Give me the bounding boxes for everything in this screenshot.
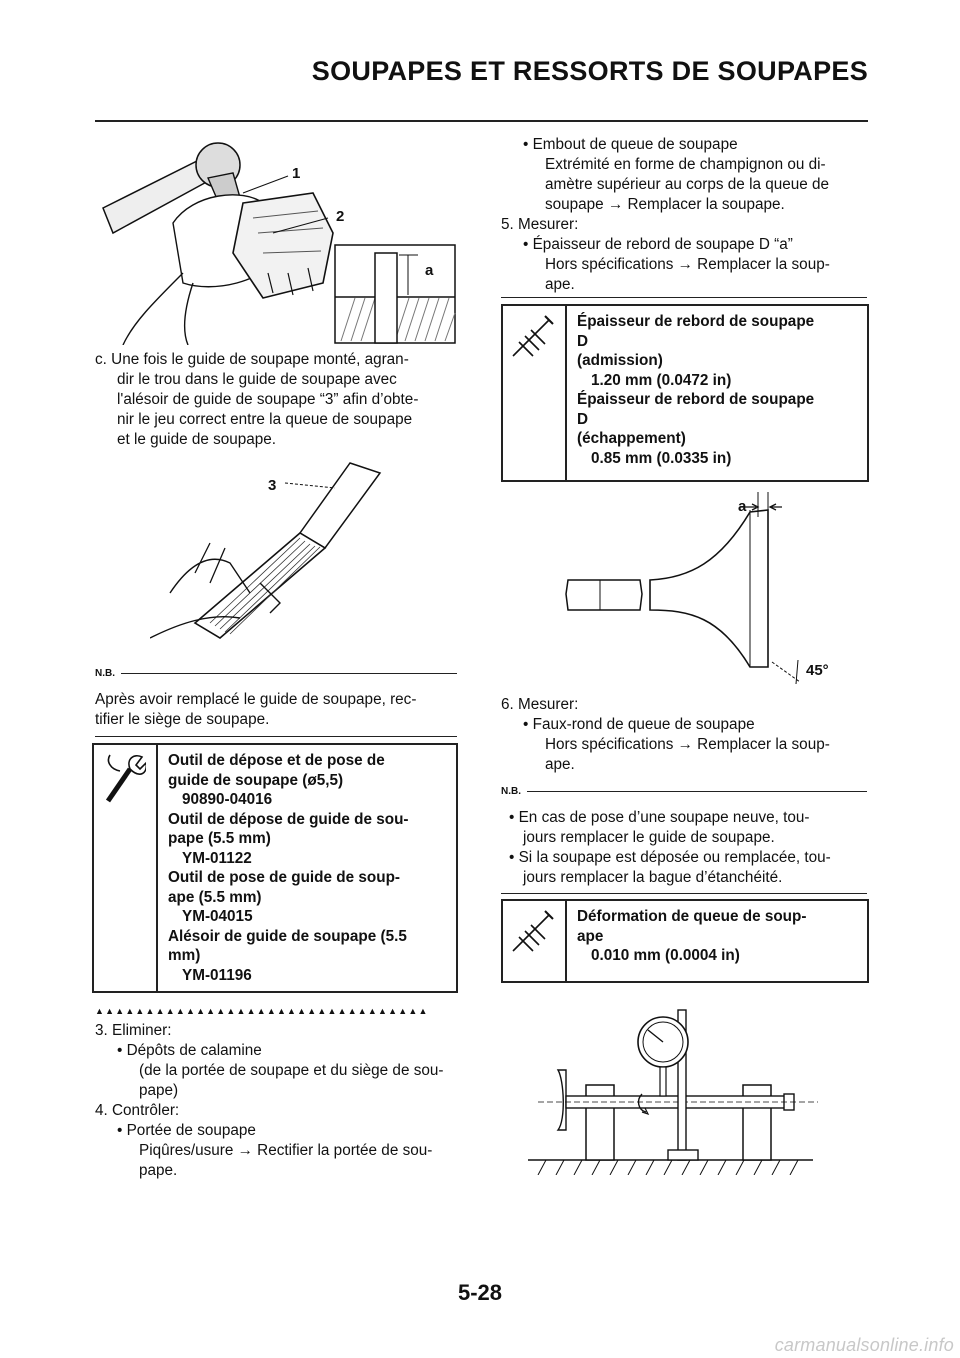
end-of-procedure-marks: ▲▲▲▲▲▲▲▲▲▲▲▲▲▲▲▲▲▲▲▲▲▲▲▲▲▲▲▲▲▲▲▲▲ bbox=[95, 1006, 429, 1016]
step-6 bbox=[501, 695, 871, 775]
page-number: 5-28 bbox=[457, 1280, 503, 1305]
nb-heading bbox=[95, 668, 457, 679]
figure-dial-gauge bbox=[528, 1000, 820, 1175]
steps-3-4 bbox=[95, 1021, 465, 1181]
spec1-line: Épaisseur de rebord de soupape bbox=[577, 313, 815, 330]
spec2-value: 0.010 mm (0.0004 in) bbox=[591, 947, 740, 964]
step-3-note: pape) bbox=[139, 1082, 179, 1099]
spec2-line: Déformation de queue de soup- bbox=[577, 908, 807, 925]
nb-label-right: N.B. bbox=[501, 786, 521, 797]
nb-item-line: • Si la soupape est déposée ou remplacée, tou- bbox=[509, 849, 831, 866]
step-5-line: ape. bbox=[545, 276, 575, 293]
figure-valve-guide-install bbox=[93, 133, 463, 345]
tool-1-code: 90890-04016 bbox=[182, 791, 273, 808]
step-4-note: Piqûres/usure → Rectifier la portée de sou- bbox=[139, 1142, 433, 1159]
nb-heading-right bbox=[501, 786, 867, 797]
step-3-item: • Dépôts de calamine bbox=[117, 1042, 262, 1059]
tool-2-name-b: pape (5.5 mm) bbox=[168, 830, 271, 847]
spec1-top-rule bbox=[501, 297, 867, 298]
tool-3-name-b: ape (5.5 mm) bbox=[168, 888, 262, 906]
item-stem-end-line: soupape → Remplacer la soupape. bbox=[545, 196, 785, 213]
step-c-line: nir le jeu correct entre la queue de soupape bbox=[117, 411, 413, 428]
spec-box-margin-thickness bbox=[501, 304, 869, 482]
item-stem-end: • Embout de queue de soupape bbox=[523, 136, 738, 153]
callout-2: 2 bbox=[336, 208, 345, 225]
nb-item-line: jours remplacer le guide de soupape. bbox=[523, 829, 775, 846]
watermark: carmanualsonline.info bbox=[774, 1335, 954, 1355]
step-4-item: • Portée de soupape bbox=[117, 1122, 256, 1139]
tool-box bbox=[92, 743, 458, 993]
step-4: 4. Contrôler: bbox=[95, 1102, 180, 1119]
step-5-line: Hors spécifications → Remplacer la soup- bbox=[545, 256, 830, 273]
callout-3: 3 bbox=[268, 477, 277, 494]
item-stem-end-line: Extrémité en forme de champignon ou di- bbox=[545, 156, 826, 173]
tool-2-name-a: Outil de dépose de guide de sou- bbox=[168, 810, 409, 828]
figure-reamer bbox=[150, 453, 410, 643]
spec1b-line: (échappement) bbox=[577, 430, 686, 447]
step-6-title: 6. Mesurer: bbox=[501, 696, 579, 713]
spec1b-value: 0.85 mm (0.0335 in) bbox=[591, 449, 732, 467]
step-5: 5. Mesurer: bbox=[501, 216, 579, 233]
step-4-note: pape. bbox=[139, 1162, 178, 1179]
callout-a-valve: a bbox=[738, 498, 747, 515]
wrench-tool-icon bbox=[100, 751, 146, 807]
tool-3-code: YM-04015 bbox=[182, 908, 253, 925]
step-c bbox=[95, 350, 465, 450]
tool-1-name-b: guide de soupape (ø5,5) bbox=[168, 771, 344, 789]
callout-45-deg: 45° bbox=[806, 662, 829, 679]
spec1-line: (admission) bbox=[577, 352, 663, 369]
tool-4-name-b: mm) bbox=[168, 947, 201, 964]
step-3: 3. Eliminer: bbox=[95, 1022, 172, 1039]
figure-valve-margin bbox=[560, 492, 850, 687]
nb-rule-right bbox=[501, 893, 867, 894]
step-6-line: Hors spécifications → Remplacer la soup- bbox=[545, 736, 830, 753]
nb-items-right bbox=[501, 808, 871, 888]
spec2-line: ape bbox=[577, 927, 604, 945]
nb-rule bbox=[95, 736, 457, 737]
tool-3-name-a: Outil de pose de guide de soup- bbox=[168, 869, 401, 886]
tool-box-icon-cell bbox=[94, 745, 158, 991]
caliper-icon bbox=[509, 312, 555, 360]
caliper-icon bbox=[509, 907, 555, 955]
spec1-value: 1.20 mm (0.0472 in) bbox=[591, 371, 732, 389]
step-6-item: • Faux-rond de queue de soupape bbox=[523, 716, 755, 733]
nb-label: N.B. bbox=[95, 668, 115, 679]
step-5-item: • Épaisseur de rebord de soupape D “a” bbox=[523, 236, 793, 253]
nb-line: tifier le siège de soupape. bbox=[95, 711, 270, 728]
tool-4-code: YM-01196 bbox=[182, 966, 252, 984]
nb-item-line: • En cas de pose d’une soupape neuve, tou- bbox=[509, 809, 810, 826]
nb-text bbox=[95, 690, 465, 730]
step-c-line: dir le trou dans le guide de soupape avec bbox=[117, 371, 397, 388]
spec-box-icon-cell bbox=[503, 306, 567, 480]
spec1b-line: D bbox=[577, 410, 589, 428]
callout-1: 1 bbox=[292, 165, 301, 182]
nb-line: Après avoir remplacé le guide de soupape, rec- bbox=[95, 691, 417, 708]
nb-item-line: jours remplacer la bague d’étanchéité. bbox=[523, 869, 783, 886]
page-title: SOUPAPES ET RESSORTS DE SOUPAPES bbox=[311, 56, 868, 86]
item-stem-end-line: amètre supérieur au corps de la queue de bbox=[545, 176, 830, 193]
step-c-line: et le guide de soupape. bbox=[117, 431, 277, 448]
spec1-line: D bbox=[577, 332, 589, 350]
step-3-note: (de la portée de soupape et du siège de sou- bbox=[139, 1062, 444, 1079]
step-c-line: c. Une fois le guide de soupape monté, agran- bbox=[95, 351, 409, 368]
tool-4-name-a: Alésoir de guide de soupape (5.5 bbox=[168, 927, 407, 945]
step-c-line: l'alésoir de guide de soupape “3” afin d’obte- bbox=[117, 391, 419, 408]
right-top-text bbox=[501, 135, 871, 295]
tool-2-code: YM-01122 bbox=[182, 849, 252, 867]
step-6-line: ape. bbox=[545, 756, 575, 773]
tool-1-name-a: Outil de dépose et de pose de bbox=[168, 752, 385, 769]
spec-box-stem-runout bbox=[501, 899, 869, 983]
spec1b-line: Épaisseur de rebord de soupape bbox=[577, 391, 815, 408]
header-rule bbox=[95, 120, 868, 122]
callout-a: a bbox=[425, 262, 434, 279]
spec-box-icon-cell bbox=[503, 901, 567, 981]
